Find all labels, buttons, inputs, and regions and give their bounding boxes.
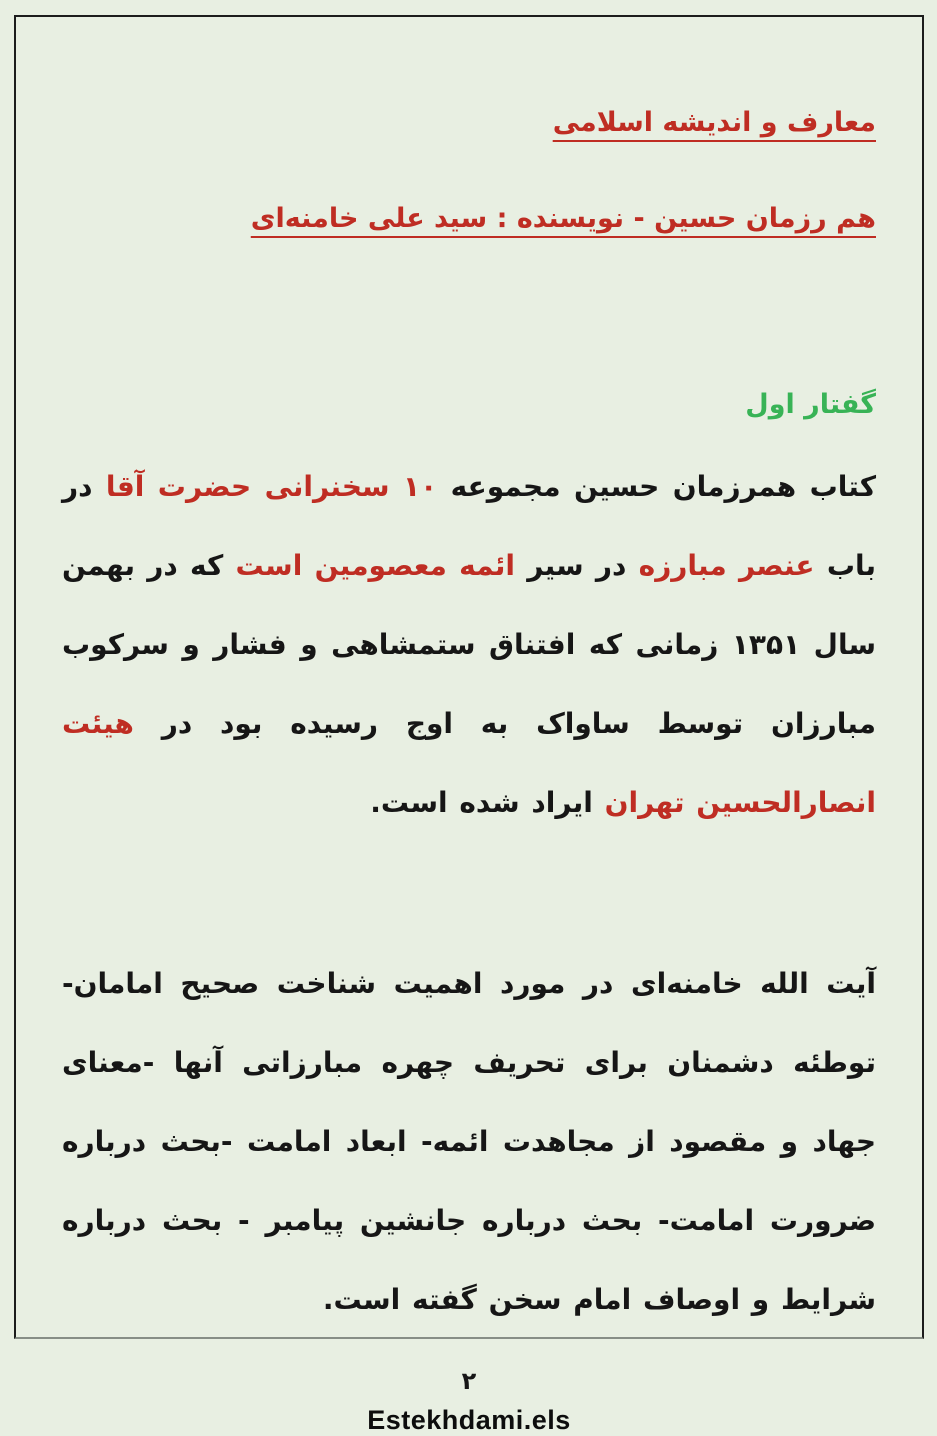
- intro-segment-highlight: هیئت انصارالحسین تهران: [62, 707, 876, 819]
- intro-segment: کتاب همرزمان حسین مجموعه: [437, 470, 876, 503]
- page-number: ۲: [461, 1367, 477, 1395]
- page-border-frame: [14, 15, 924, 1435]
- intro-segment: ایراد شده است.: [370, 786, 593, 819]
- intro-segment-highlight: عنصر مبارزه: [626, 549, 815, 582]
- intro-segment-highlight: ۱۰ سخنرانی حضرت آقا: [92, 470, 438, 503]
- intro-segment: که در بهمن سال ۱۳۵۱ زمانی که افتناق ستمشاهی و فشار و سرکوب مبارزان توسط ساواک به اوج رسیده بود در: [62, 549, 876, 740]
- doc-category-title: معارف و اندیشه اسلامی: [552, 107, 876, 138]
- intro-segment: در باب: [62, 470, 876, 582]
- site-name: Estekhdami.els: [367, 1405, 571, 1435]
- doc-book-title: هم رزمان حسین - نویسنده : سید علی خامنه‌ای: [250, 203, 876, 234]
- paragraph-topics: آیت الله خامنه‌ای در مورد اهمیت شناخت صحیح امامان- توطئه دشمنان برای تحریف چهره مبارزاتی آنها -معنای جهاد و مقصود از مجاهدت ائمه- ابعاد امامت -بحث درباره ضرورت امامت- بحث درباره جانشین پیامبر - بحث درباره شرایط و اوصاف امام سخن گفته است.: [62, 967, 876, 1316]
- intro-segment-highlight: ائمه معصومین است: [223, 549, 515, 582]
- page-content: [16, 17, 922, 1435]
- intro-segment: در سیر: [514, 549, 627, 582]
- paragraph-book-intro: [62, 447, 876, 842]
- section-heading: گفتار اول: [745, 389, 876, 420]
